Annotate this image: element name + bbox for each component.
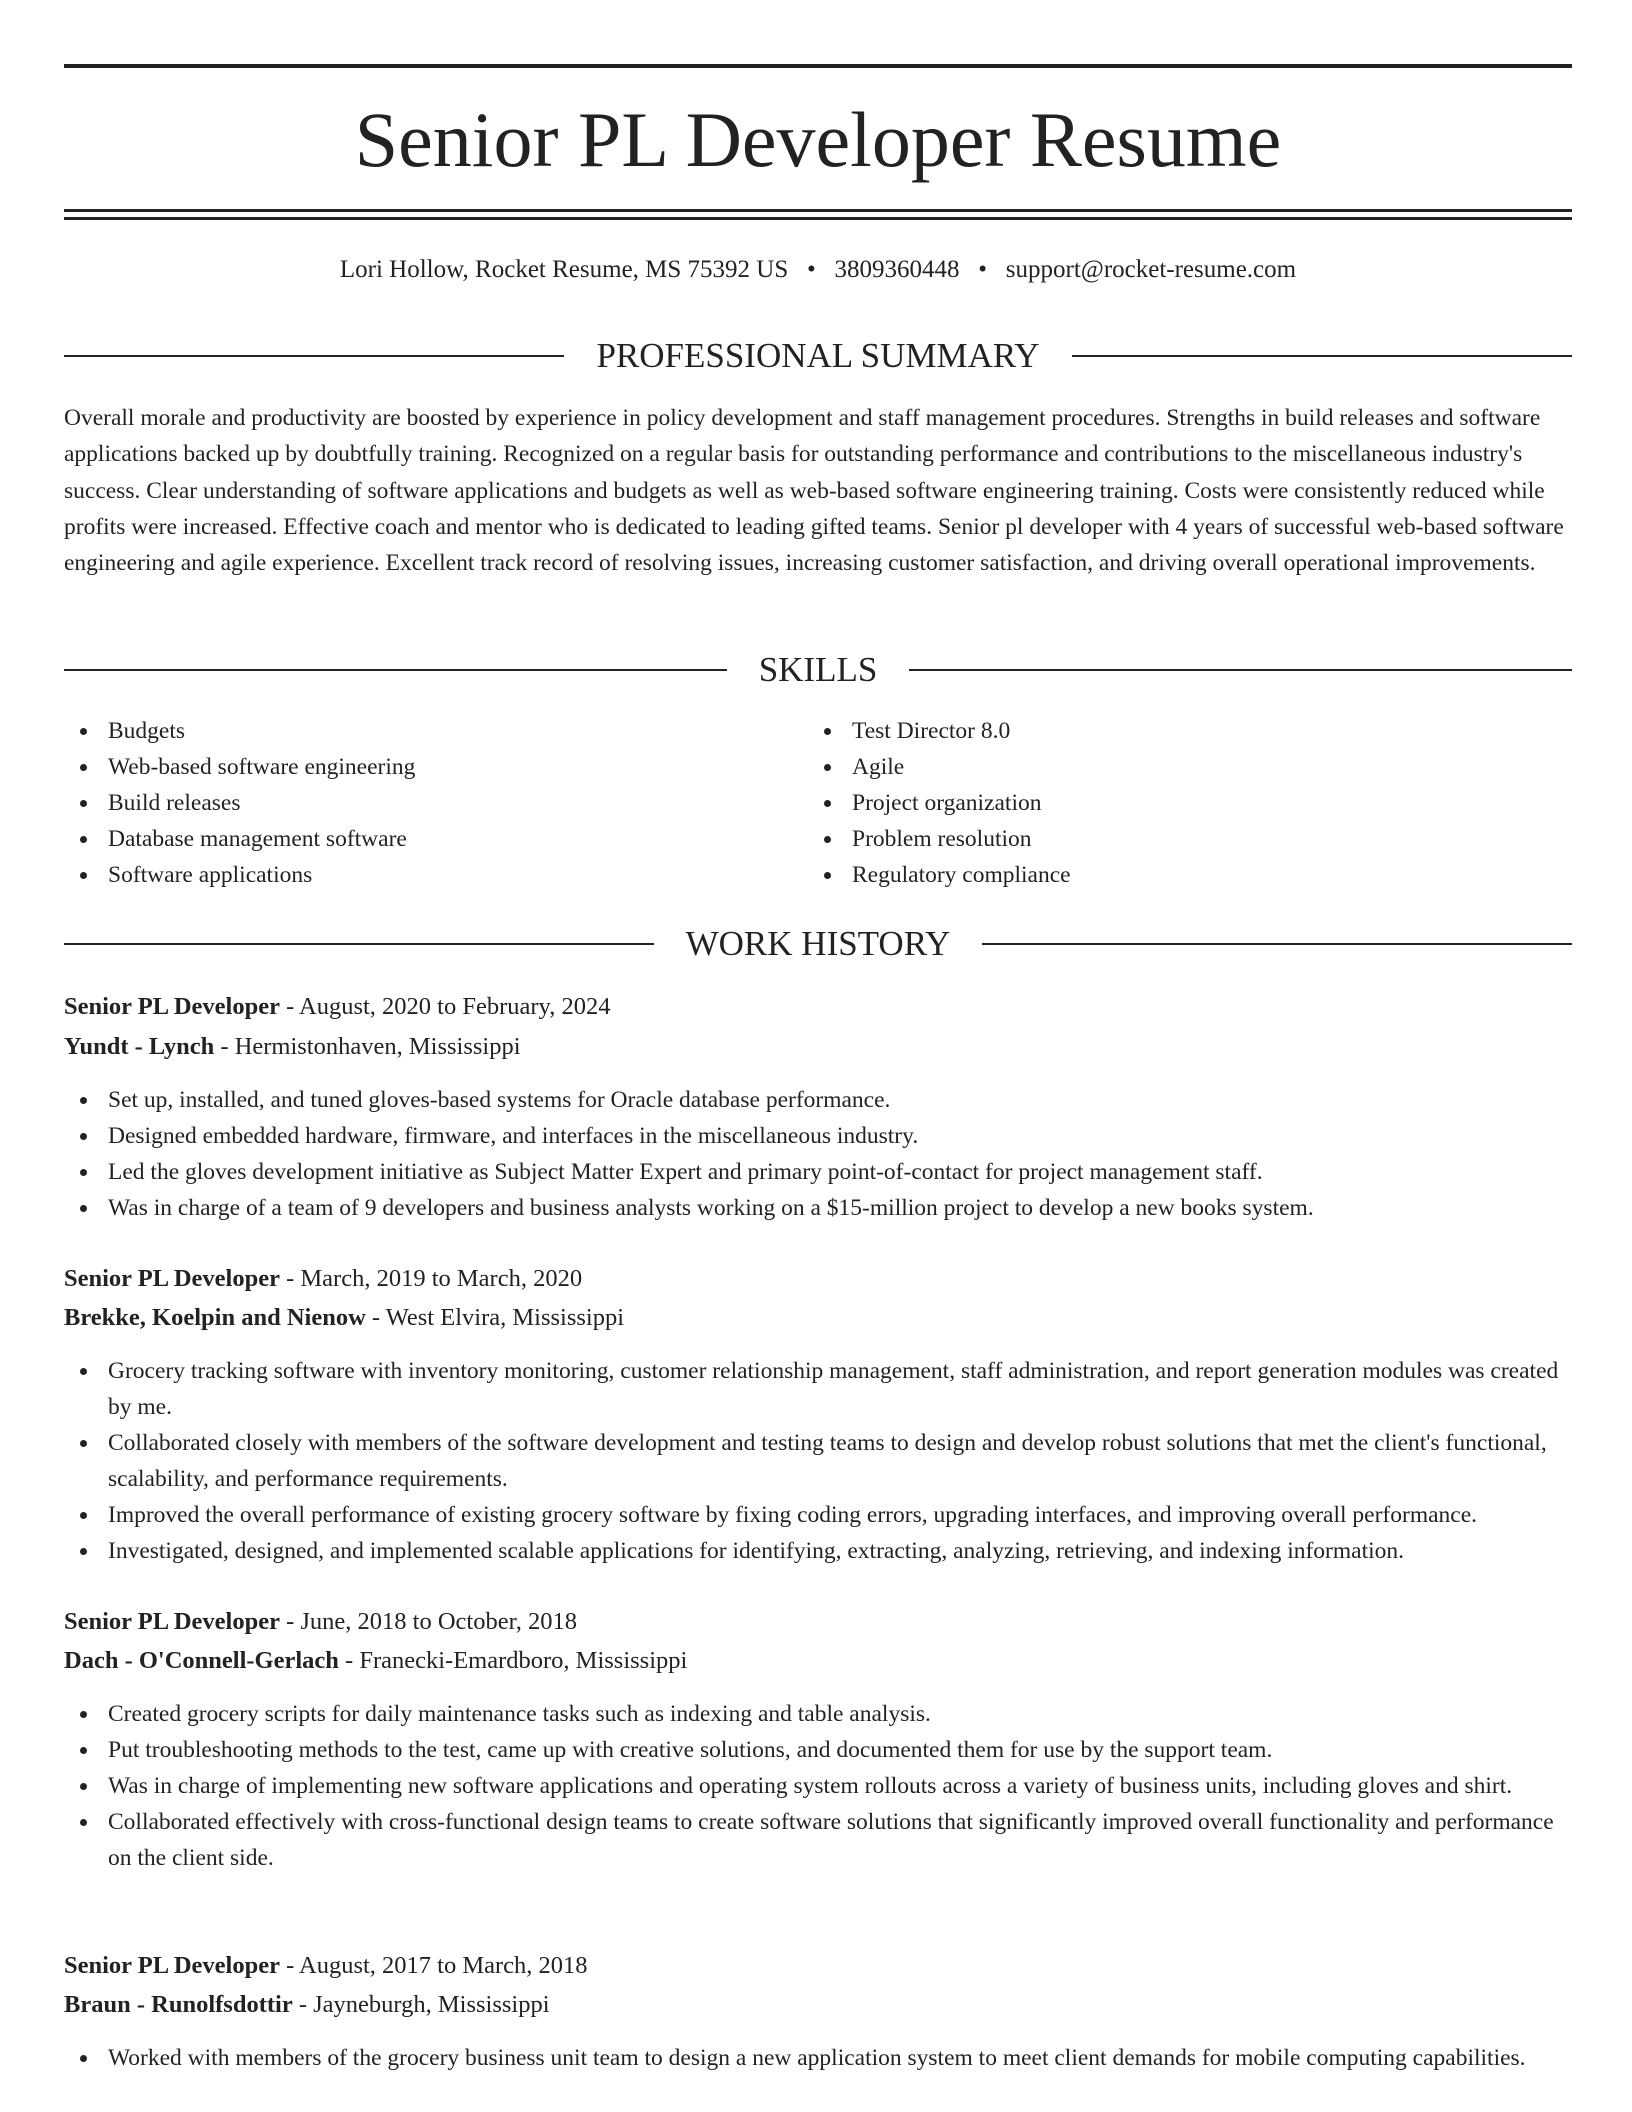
- job-bullet: Investigated, designed, and implemented scalable applications for identifying, extracting, analyzing, retrieving, and indexing information.: [64, 1533, 1572, 1569]
- job-title-line: Senior PL Developer - August, 2017 to March, 2018: [64, 1952, 588, 1979]
- job-company: Yundt - Lynch: [64, 1033, 215, 1060]
- job-dates: June, 2018 to October, 2018: [300, 1608, 578, 1635]
- summary-paragraph: Overall morale and productivity are boosted by experience in policy development and staff management procedures. Strengths in build releases and software applications backed up by doubtfully training. Recognized on a regular basis for outstanding performance and contributions to the miscellaneous industry's success. Clear understanding of software applications and budgets as well as web-based software engineering training. Costs were consistently reduced while profits were increased. Effective coach and mentor who is dedicated to leading gifted teams. Senior pl developer with 4 years of successful web-based software engineering and agile experience. Excellent track record of resolving issues, increasing customer satisfaction, and driving overall operational improvements.: [64, 405, 1564, 577]
- job-bullet: Designed embedded hardware, firmware, and interfaces in the miscellaneous industry.: [64, 1118, 1572, 1154]
- skill-item: Build releases: [64, 785, 764, 821]
- summary-heading-text: PROFESSIONAL SUMMARY: [596, 336, 1040, 375]
- skill-item: Agile: [808, 749, 1508, 785]
- job-bullets: [64, 1696, 1572, 1876]
- job-bullet: Created grocery scripts for daily maintenance tasks such as indexing and table analysis.: [64, 1696, 1572, 1732]
- job-bullet: Improved the overall performance of existing grocery software by fixing coding errors, upgrading interfaces, and improving overall performance.: [64, 1497, 1572, 1533]
- job-title-line: Senior PL Developer - March, 2019 to March, 2020: [64, 1265, 583, 1292]
- job-company-line: Yundt - Lynch - Hermistonhaven, Mississippi: [64, 1033, 521, 1060]
- heading-rule: [1072, 355, 1572, 357]
- job-bullet: Collaborated closely with members of the software development and testing teams to design and develop robust solutions that met the client's functional, scalability, and performance requirements.: [64, 1425, 1572, 1497]
- job-bullets: [64, 1082, 1572, 1226]
- page-title: Senior PL Developer Resume: [354, 96, 1282, 183]
- job-location: West Elvira, Mississippi: [385, 1304, 624, 1331]
- job-location: Jayneburgh, Mississippi: [313, 1991, 550, 2018]
- skill-item: Database management software: [64, 821, 764, 857]
- job-bullet: Collaborated effectively with cross-functional design teams to create software solutions that significantly improved overall functionality and performance on the client side.: [64, 1804, 1572, 1876]
- job-bullet: Led the gloves development initiative as Subject Matter Expert and primary point-of-contact for project management staff.: [64, 1154, 1572, 1190]
- title-rule-upper: [64, 209, 1572, 212]
- work-heading: [64, 922, 1572, 966]
- job-title: Senior PL Developer: [64, 1608, 280, 1635]
- skill-item: Project organization: [808, 785, 1508, 821]
- skills-list-right: [808, 713, 1508, 893]
- heading-rule: [909, 669, 1572, 671]
- job-bullet: Was in charge of implementing new software applications and operating system rollouts across a variety of business units, including gloves and shirt.: [64, 1768, 1572, 1804]
- skills-heading-text: SKILLS: [758, 650, 878, 689]
- skill-item: Regulatory compliance: [808, 857, 1508, 893]
- skill-item: Budgets: [64, 713, 764, 749]
- contact-separator: •: [807, 256, 816, 283]
- job-bullet: Was in charge of a team of 9 developers and business analysts working on a $15-million project to develop a new books system.: [64, 1190, 1572, 1226]
- skills-list-left: [64, 713, 764, 893]
- job-dates: March, 2019 to March, 2020: [300, 1265, 583, 1292]
- job-title: Senior PL Developer: [64, 993, 280, 1020]
- job-company-line: Dach - O'Connell-Gerlach - Franecki-Emardboro, Mississippi: [64, 1647, 688, 1674]
- job-bullets: [64, 1353, 1572, 1569]
- title-rule-lower: [64, 217, 1572, 220]
- job-location: Hermistonhaven, Mississippi: [234, 1033, 521, 1060]
- heading-rule: [982, 943, 1572, 945]
- heading-rule: [64, 355, 564, 357]
- job-company-line: Brekke, Koelpin and Nienow - West Elvira, Mississippi: [64, 1304, 624, 1331]
- job-bullets: [64, 2040, 1572, 2076]
- top-rule: [64, 64, 1572, 68]
- job-location: Franecki-Emardboro, Mississippi: [359, 1647, 688, 1674]
- heading-rule: [64, 943, 654, 945]
- job-title: Senior PL Developer: [64, 1952, 280, 1979]
- contact-separator: •: [978, 256, 988, 283]
- job-bullet: Grocery tracking software with inventory monitoring, customer relationship management, staff administration, and report generation modules was created by me.: [64, 1353, 1572, 1425]
- skill-item: Problem resolution: [808, 821, 1508, 857]
- job-bullet: Worked with members of the grocery business unit team to design a new application system to meet client demands for mobile computing capabilities.: [64, 2040, 1572, 2076]
- job-dates: August, 2017 to March, 2018: [299, 1952, 588, 1979]
- skills-heading: [64, 648, 1572, 692]
- work-heading-text: WORK HISTORY: [685, 924, 951, 963]
- job-bullet: Set up, installed, and tuned gloves-based systems for Oracle database performance.: [64, 1082, 1572, 1118]
- job-dates: August, 2020 to February, 2024: [299, 993, 611, 1020]
- job-company: Brekke, Koelpin and Nienow: [64, 1304, 366, 1331]
- job-company-line: Braun - Runolfsdottir - Jayneburgh, Mississippi: [64, 1991, 550, 2018]
- job-title-line: Senior PL Developer - June, 2018 to October, 2018: [64, 1608, 578, 1635]
- contact-email: support@rocket-resume.com: [1005, 256, 1297, 283]
- job-company: Dach - O'Connell-Gerlach: [64, 1647, 339, 1674]
- summary-heading: [64, 334, 1572, 378]
- contact-line: [64, 252, 1572, 288]
- contact-phone: 3809360448: [834, 256, 960, 283]
- job-company: Braun - Runolfsdottir: [64, 1991, 293, 2018]
- skill-item: Web-based software engineering: [64, 749, 764, 785]
- skill-item: Test Director 8.0: [808, 713, 1508, 749]
- job-title: Senior PL Developer: [64, 1265, 280, 1292]
- job-bullet: Put troubleshooting methods to the test, came up with creative solutions, and documented them for use by the support team.: [64, 1732, 1572, 1768]
- skill-item: Software applications: [64, 857, 764, 893]
- heading-rule: [64, 669, 727, 671]
- job-title-line: Senior PL Developer - August, 2020 to February, 2024: [64, 993, 611, 1020]
- contact-address: Lori Hollow, Rocket Resume, MS 75392 US: [339, 256, 789, 283]
